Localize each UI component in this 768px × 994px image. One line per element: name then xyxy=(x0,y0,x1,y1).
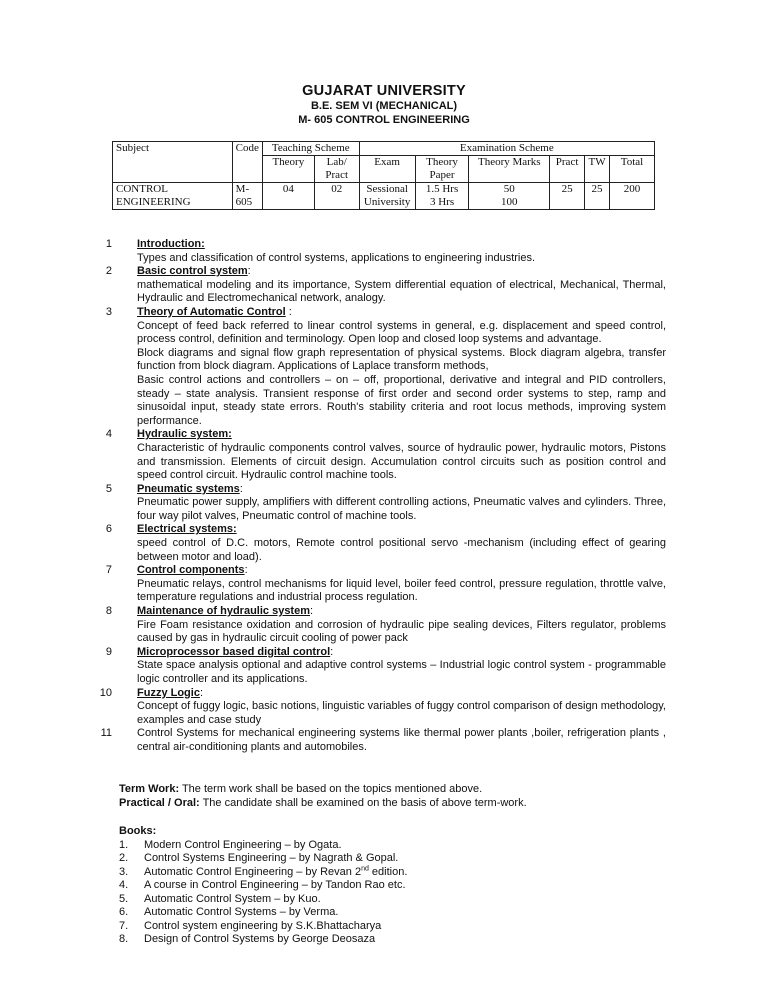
header-lab-pract: Lab/ Pract xyxy=(314,156,359,183)
practical-oral-text: The candidate shall be examined on the basis of above term-work. xyxy=(199,797,527,809)
topic-title: Pneumatic systems xyxy=(137,482,240,495)
exam-university: University xyxy=(363,196,411,208)
cell-total-marks: 200 xyxy=(610,183,655,210)
cell-theory-hours: 04 xyxy=(262,183,314,210)
marks-sessional: 50 xyxy=(503,183,515,195)
topic-number: 4 xyxy=(105,428,112,441)
book-number: 6. xyxy=(119,906,129,918)
header-theory-paper: Theory Paper xyxy=(415,156,469,183)
course-title: B.E. SEM VI (MECHANICAL) xyxy=(310,100,458,112)
cell-theory-marks xyxy=(469,183,550,210)
topic-number: 9 xyxy=(105,645,112,658)
term-work-section xyxy=(119,782,679,810)
cell-lab-hours: 02 xyxy=(314,183,359,210)
topic-body: State space analysis optional and adaptive control systems – Industrial logic control system - programmable logic controller and its applications. xyxy=(137,659,666,685)
book-item: 1. Modern Control Engineering – by Ogata. xyxy=(119,838,342,851)
book-number: 2. xyxy=(119,852,129,864)
topic-number: 3 xyxy=(105,305,112,318)
exam-sessional: Sessional xyxy=(366,183,408,195)
header-exam: Exam xyxy=(359,156,415,183)
cell-tw-marks: 25 xyxy=(585,183,610,210)
header-theory-marks: Theory Marks xyxy=(469,156,550,183)
cell-pract-marks: 25 xyxy=(550,183,585,210)
header-total: Total xyxy=(610,156,655,183)
topic-item: 9 Microprocessor based digital control: State space analysis optional and adaptive control systems – Industrial logic control system - programmable logic controller and its applications. xyxy=(98,646,666,687)
practical-oral-label: Practical / Oral: xyxy=(119,797,200,809)
topic-item: 10 Fuzzy Logic: Concept of fuggy logic, basic notions, linguistic variables of fuggy control comparison of design methodology, examples and case study xyxy=(99,686,666,726)
book-item: 3. Automatic Control Engineering – by Revan 2nd edition. xyxy=(119,864,408,878)
book-number: 4. xyxy=(119,879,129,891)
book-number: 8. xyxy=(119,933,129,945)
topic-item: 7 Control components: Pneumatic relays, control mechanisms for liquid level, boiler feed control, pressure regulation, throttle valve, temperature regulations and industrial process regulation. xyxy=(98,564,666,605)
topic-title: Theory of Automatic Control xyxy=(137,305,286,318)
book-item: 7. Control system engineering by S.K.Bhattacharya xyxy=(119,919,382,932)
header-tw: TW xyxy=(585,156,610,183)
topic-item xyxy=(98,238,666,265)
topic-item xyxy=(98,727,666,754)
topic-item: 3 Theory of Automatic Control : Concept of feed back referred to linear control systems in general, e.g. displacement and speed control, process control, definition and terminology. Open loop and closed loop systems and advantage. Block diagrams and signal flow graph representation of physical systems. Block diagram algebra, transfer function from block diagram. Applications of Laplace transform methods, Basic control actions and controllers – on – off, proportional, derivative and integral and PID controllers, steady – state analysis. Transient response of first order and second order systems to step, ramp and sinusoidal input, steady state errors. Routh's stability criteria and root locus methods, improving system performance. xyxy=(98,306,666,428)
topic-title: Hydraulic system: xyxy=(137,428,232,441)
topic-body: Fire Foam resistance oxidation and corrosion of hydraulic pipe sealing devices, Filters regulator, problems caused by gas in hydraulic circuit cooling of power pack xyxy=(137,618,666,645)
topic-number: 5 xyxy=(105,482,112,495)
topic-title: Microprocessor based digital control xyxy=(137,645,331,658)
topic-number: 8 xyxy=(105,605,112,618)
topic-list xyxy=(98,238,666,755)
paper-university: 3 Hrs xyxy=(429,196,455,208)
topic-number: 6 xyxy=(105,523,112,536)
topic-title: Introduction: xyxy=(137,238,205,250)
book-item: 6. Automatic Control Systems – by Verma. xyxy=(119,906,339,918)
topic-body: Basic control actions and controllers – on – off, proportional, derivative and integral and PID controllers, steady – state analysis. Transient response of first order and second order systems to step, ramp and sinusoidal input, steady state errors. Routh's stability criteria and root locus methods, improving system performance. xyxy=(137,373,666,427)
topic-body: Pneumatic relays, control mechanisms for liquid level, boiler feed control, pressure regulation, throttle valve, temperature regulations and industrial process regulation. xyxy=(137,577,666,604)
subject-title: M- 605 CONTROL ENGINEERING xyxy=(298,114,470,126)
topic-body: Concept of fuggy logic, basic notions, linguistic variables of fuggy control comparison of design methodology, examples and case study xyxy=(137,700,666,726)
book-item: 4. A course in Control Engineering – by Tandon Rao etc. xyxy=(119,879,406,891)
cell-theory-paper xyxy=(415,183,469,210)
topic-title: Basic control system xyxy=(137,265,248,278)
topic-item: 8 Maintenance of hydraulic system: Fire Foam resistance oxidation and corrosion of hydraulic pipe sealing devices, Filters regulator, problems caused by gas in hydraulic circuit cooling of power pack xyxy=(98,605,666,646)
header-theory: Theory xyxy=(262,156,314,183)
book-number: 1. xyxy=(119,838,129,851)
header-examination-scheme: Examination Scheme xyxy=(359,142,654,156)
book-number: 5. xyxy=(119,892,129,905)
topic-number: 10 xyxy=(99,686,112,699)
topic-body: Types and classification of control systems, applications to engineering industries. xyxy=(137,251,536,264)
book-item: 8. Design of Control Systems by George Deosaza xyxy=(119,933,376,945)
paper-sessional: 1.5 Hrs xyxy=(425,183,459,195)
topic-number: 7 xyxy=(105,564,112,577)
topic-body: Block diagrams and signal flow graph representation of physical systems. Block diagram algebra, transfer function from block diagram. Applications of Laplace transform methods, xyxy=(137,346,666,373)
topic-item: 5 Pneumatic systems: Pneumatic power supply, amplifiers with different controlling actions, Pneumatic valves and cylinders. Three, four way pilot valves, Pneumatic control of machine tools. xyxy=(98,483,666,524)
topic-number: 2 xyxy=(105,265,112,278)
topic-title: Maintenance of hydraulic system xyxy=(137,605,310,618)
header-subject: Subject xyxy=(113,142,233,183)
cell-code: M- 605 xyxy=(232,183,262,210)
topic-title: Electrical systems: xyxy=(137,523,237,536)
topic-number: 11 xyxy=(100,727,112,740)
topic-number: 1 xyxy=(105,238,112,250)
books-label: Books: xyxy=(119,825,157,837)
topic-item xyxy=(98,428,666,482)
term-work-label: Term Work: xyxy=(119,783,180,795)
book-item: 5. Automatic Control System – by Kuo. xyxy=(119,892,321,905)
topic-item: 2 Basic control system: mathematical modeling and its importance, System differential equation of electrical, Mechanical, Thermal, Hydraulic and Electromechanical network, analogy. xyxy=(98,265,666,306)
topic-title: Control components xyxy=(137,564,245,577)
topic-body: Concept of feed back referred to linear control systems in general, e.g. displacement and speed control, process control, definition and terminology. Open loop and closed loop systems and advantage. xyxy=(137,319,666,346)
topic-body: Characteristic of hydraulic components control valves, source of hydraulic power, hydraulic motors, Pistons and transmission. Elements of circuit design. Accumulation control circuits such as position control and speed control circuit. Hydraulic control machine tools. xyxy=(137,441,666,482)
header-pract: Pract xyxy=(550,156,585,183)
topic-item xyxy=(98,523,666,564)
header-teaching-scheme: Teaching Scheme xyxy=(262,142,359,156)
marks-university: 100 xyxy=(501,196,518,208)
scheme-table xyxy=(112,141,655,210)
topic-body: speed control of D.C. motors, Remote control positional servo -mechanism (including effect of gearing between motor and load). xyxy=(137,537,666,563)
cell-subject: CONTROL ENGINEERING xyxy=(113,183,233,210)
university-title: GUJARAT UNIVERSITY xyxy=(302,83,466,99)
topic-body: mathematical modeling and its importance, System differential equation of electrical, Mechanical, Thermal, Hydraulic and Electromechanical network, analogy. xyxy=(137,278,666,305)
book-number: 3. xyxy=(119,865,129,878)
topic-body: Pneumatic power supply, amplifiers with different controlling actions, Pneumatic valves and cylinders. Three, four way pilot valves, Pneumatic control of machine tools. xyxy=(137,496,666,522)
header-code: Code xyxy=(232,142,262,183)
book-item: 2. Control Systems Engineering – by Nagrath & Gopal. xyxy=(119,852,399,864)
books-section xyxy=(119,825,679,947)
book-number: 7. xyxy=(119,919,129,932)
topic-title: Fuzzy Logic xyxy=(137,686,200,699)
term-work-text: The term work shall be based on the topics mentioned above. xyxy=(179,783,483,795)
cell-exam xyxy=(359,183,415,210)
topic-body: Control Systems for mechanical engineering systems like thermal power plants ,boiler, refrigeration plants , central air-conditioning plants and automobiles. xyxy=(137,727,666,753)
